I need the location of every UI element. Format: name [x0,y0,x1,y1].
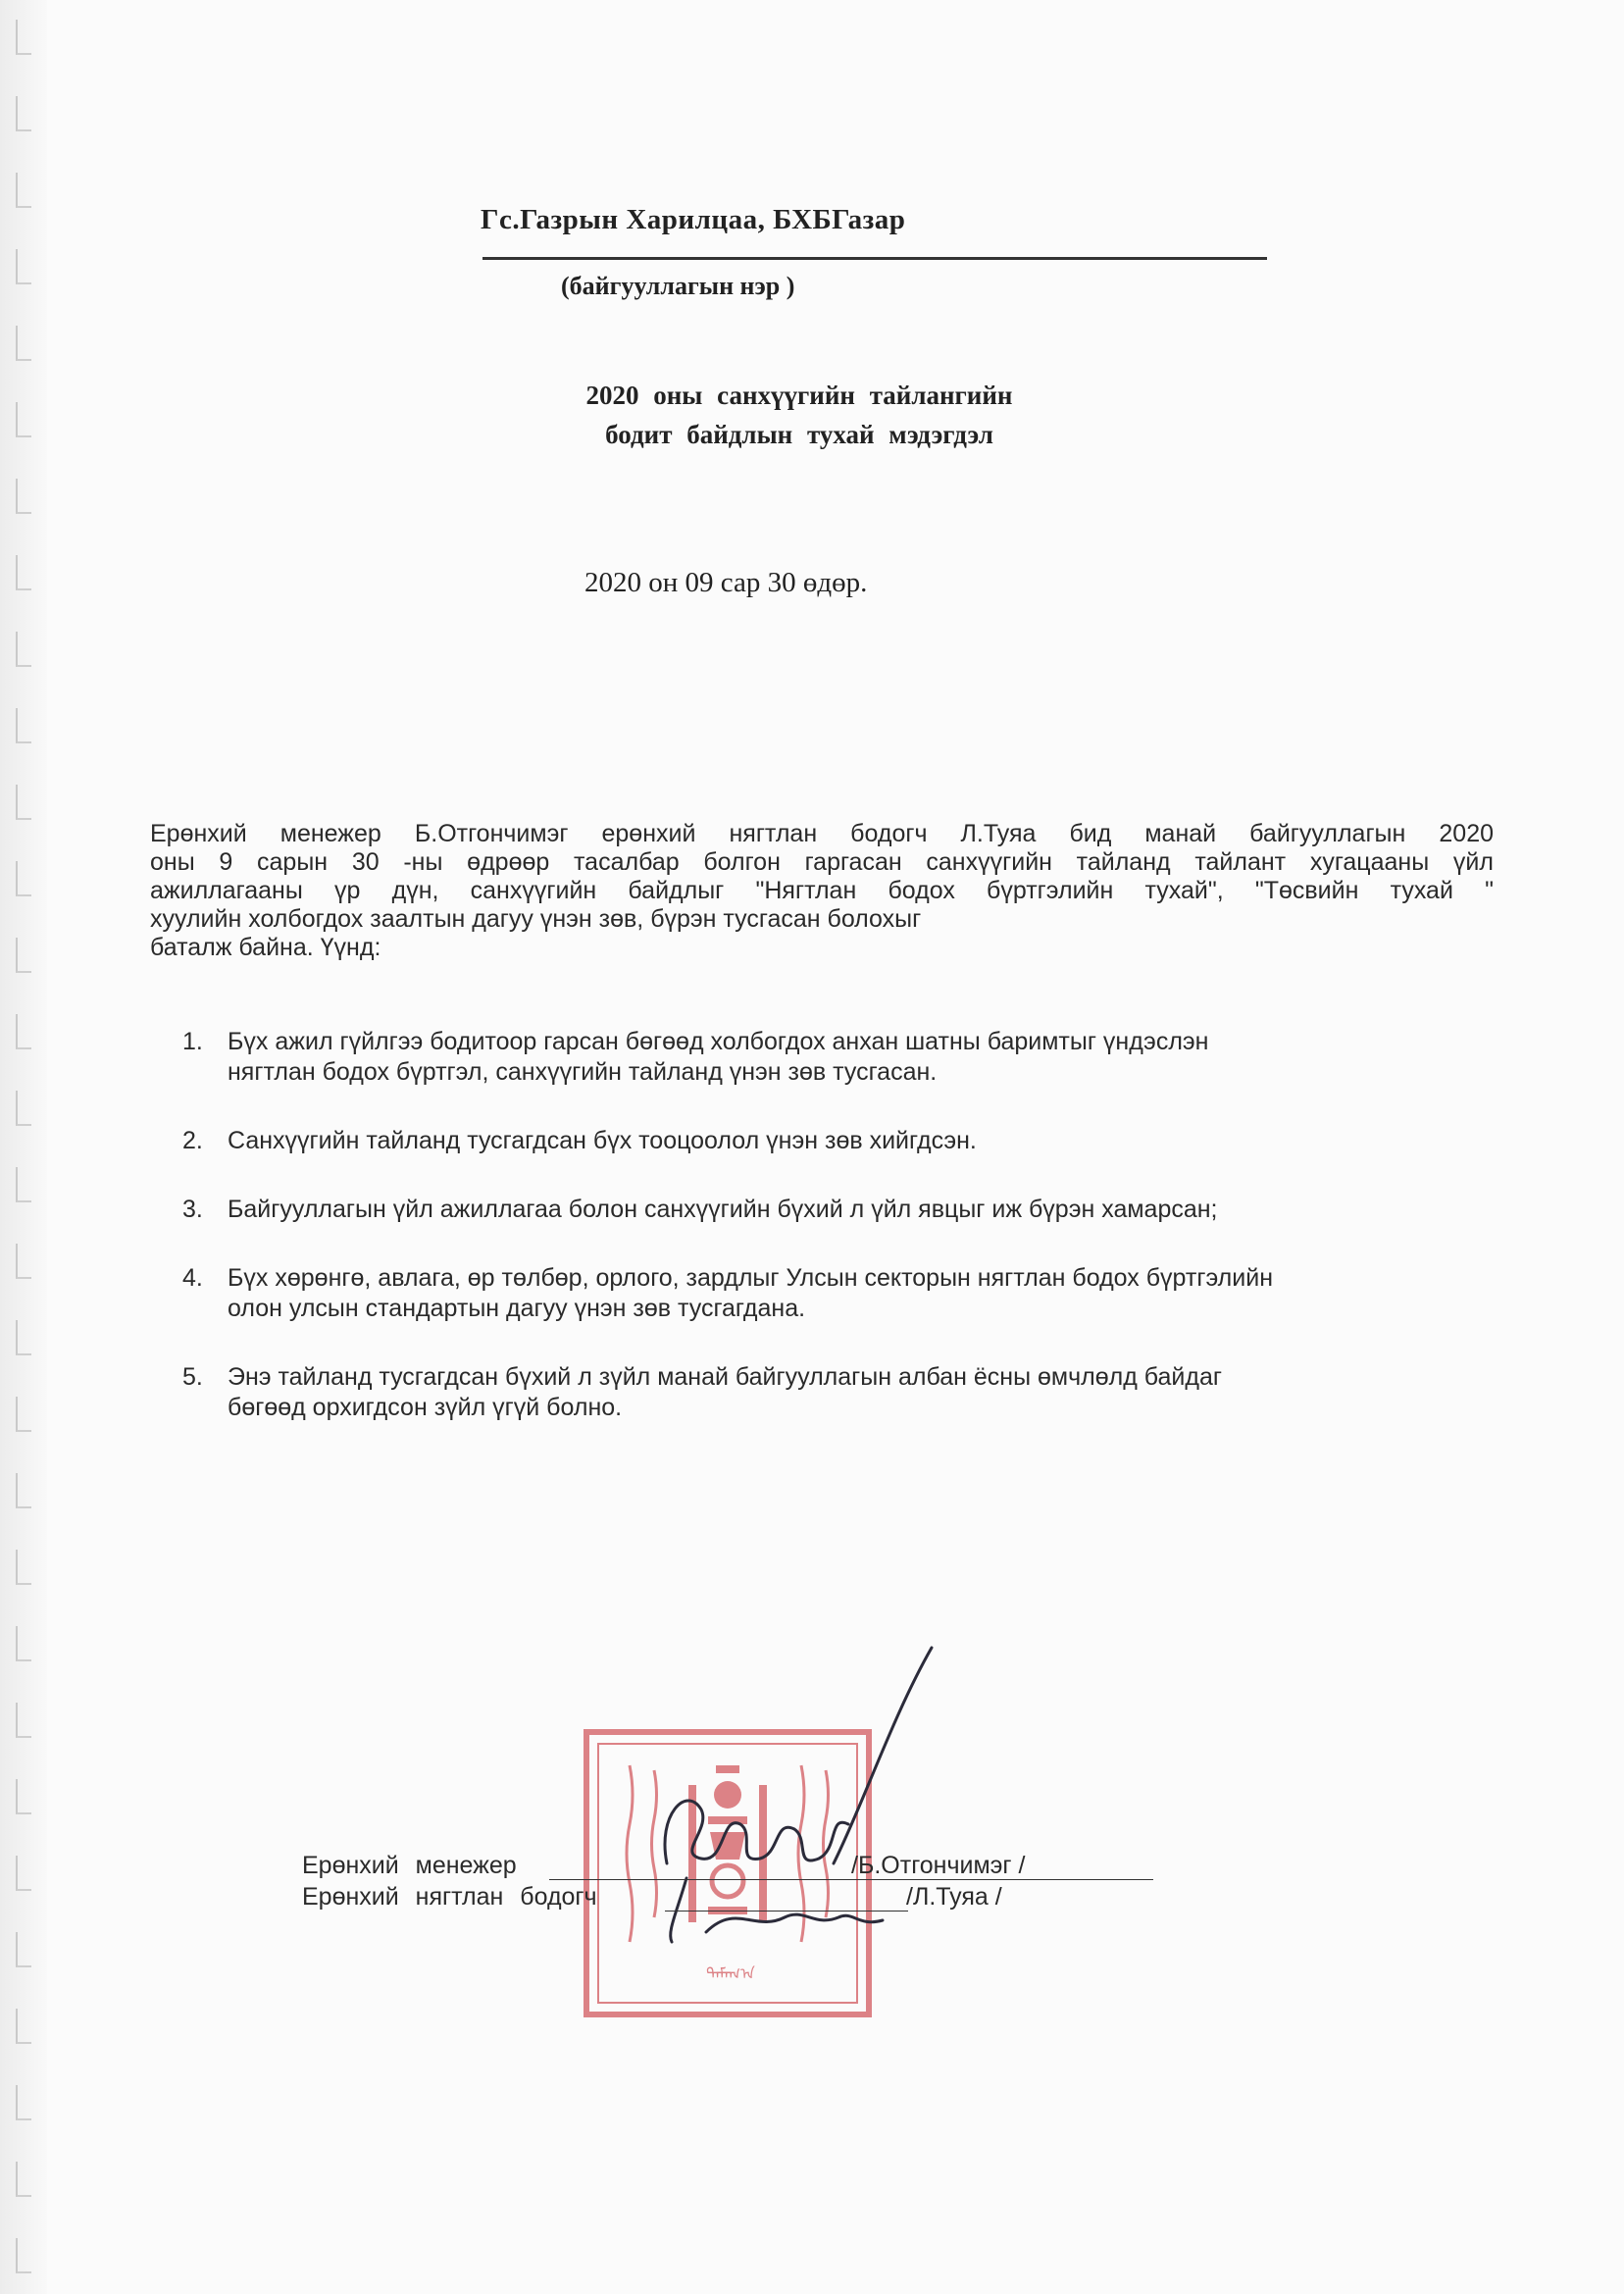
binding-tick [16,2238,31,2273]
intro-line: хуулийн холбогдох заалтын дагуу үнэн зөв, бүрэн тусгасан болохыг [150,905,922,933]
list-item [182,1195,1408,1225]
binding-tick [16,708,31,743]
binding-tick [16,938,31,973]
binding-tick [16,173,31,208]
signatory-role: Ерөнхий нягтлан бодогч [302,1883,597,1911]
binding-tick [16,402,31,437]
list-item-number: 4. [182,1264,203,1292]
signatory-role: Ерөнхий менежер [302,1852,517,1879]
binding-tick [16,1320,31,1355]
list-item-text: олон улсын стандартын дагуу үнэн зөв тусгагдана. [228,1295,806,1322]
binding-tick [16,555,31,590]
list-item-text: Санхүүгийн тайланд тусгагдсан бүх тооцоолол үнэн зөв хийгдсэн. [228,1127,977,1154]
binding-tick [16,785,31,820]
list-item-text: нягтлан бодох бүртгэл, санхүүгийн тайланд үнэн зөв тусгасан. [228,1058,938,1086]
list-item [182,1126,1408,1156]
list-item-text: бөгөөд орхигдсон зүйл үгүй болно. [228,1394,623,1421]
binding-tick [16,2085,31,2120]
list-item-text: Байгууллагын үйл ажиллагаа болон санхүүгийн бүхий л үйл явцыг иж бүрэн хамарсан; [228,1196,1218,1223]
signature-row-manager [302,1850,1185,1881]
binding-tick [16,1244,31,1279]
binding-edge [0,0,47,2294]
statement-list [182,1027,1408,1461]
intro-line: баталж байна. Үүнд: [150,934,381,961]
binding-tick [16,479,31,514]
binding-tick [16,1703,31,1738]
list-item-text: Бүх хөрөнгө, авлага, өр төлбөр, орлого, зардлыг Улсын секторын нягтлан бодох бүртгэлийн [228,1264,1274,1292]
list-item-text: Бүх ажил гүйлгээ бодитоор гарсан бөгөөд холбогдох анхан шатны баримтыг үндэслэн [228,1028,1209,1055]
binding-tick [16,1550,31,1585]
stamp-text: ᠲᠠᠮᠠᠭ᠎ᠠ [706,1964,755,1983]
binding-tick [16,1779,31,1814]
binding-tick [16,326,31,361]
binding-tick [16,1856,31,1891]
organization-name: Гс.Газрын Харилцаа, БХБГазар [481,204,906,235]
handwritten-signature [647,1638,961,1991]
signature-line [665,1911,908,1912]
list-item-number: 1. [182,1028,203,1055]
signature-block [302,1850,1185,1912]
list-item-number: 5. [182,1363,203,1391]
intro-paragraph [150,820,1494,962]
binding-tick [16,1091,31,1126]
binding-tick [16,632,31,667]
signatory-name: /Б.Отгончимэг / [851,1852,1026,1879]
signatory-name: /Л.Туяа / [906,1883,1002,1911]
document-date: 2020 он 09 сар 30 өдөр. [584,567,868,598]
binding-tick [16,861,31,896]
binding-tick [16,1014,31,1049]
document-title-line-1: 2020 оны санхүүгийн тайлангийн [585,381,1013,410]
list-item [182,1263,1408,1324]
binding-tick [16,1932,31,1967]
intro-line: Ерөнхий менежер Б.Отгончимэг ерөнхий нягтлан бодогч Л.Туяа бид манай байгууллагын 2020 [150,820,1494,847]
binding-tick [16,1473,31,1508]
binding-tick [16,249,31,284]
intro-line: оны 9 сарын 30 -ны өдрөөр тасалбар болгон гаргасан санхүүгийн тайланд тайлант хугацааны үйл [150,848,1494,876]
binding-tick [16,20,31,55]
document-title [392,376,1206,454]
binding-tick [16,2009,31,2044]
document-title-line-2: бодит байдлын тухай мэдэгдэл [605,420,993,449]
list-item-text: Энэ тайланд тусгагдсан бүхий л зүйл манай байгууллагын албан ёсны өмчлөлд байдаг [228,1363,1222,1391]
binding-tick [16,2162,31,2197]
binding-tick [16,96,31,131]
binding-tick [16,1397,31,1432]
intro-line: ажиллагааны үр дүн, санхүүгийн байдлыг "Нягтлан бодох бүртгэлийн тухай", "Төсвийн тухай " [150,877,1494,904]
binding-tick [16,1167,31,1202]
list-item-number: 2. [182,1127,203,1154]
organization-underline [482,257,1267,260]
signature-row-accountant [302,1881,1185,1912]
list-item-number: 3. [182,1196,203,1223]
list-item [182,1362,1408,1423]
list-item [182,1027,1408,1088]
binding-tick [16,1626,31,1661]
organization-caption: (байгууллагын нэр ) [561,272,795,300]
